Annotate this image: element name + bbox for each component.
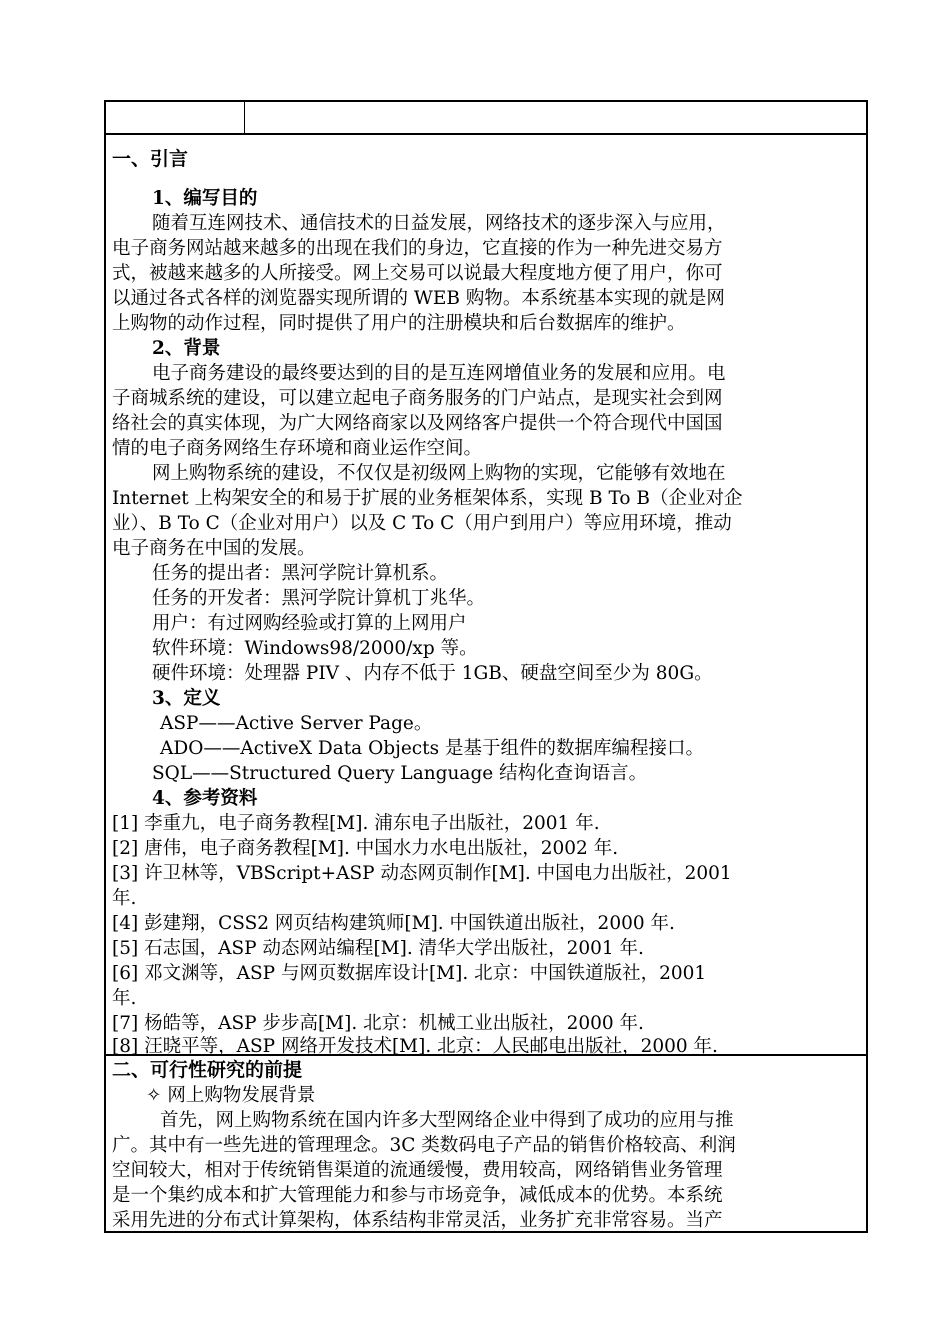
section-feasibility [106, 1056, 866, 1232]
paragraph-line: 式，被越来越多的人所接受。网上交易可以说最大程度地方便了用户，你可 [112, 263, 723, 284]
reference-line: [7] 杨皓等，ASP 步步高[M]. 北京：机械工业出版社，2000 年. [112, 1013, 644, 1034]
paragraph-line: 软件环境：Windows98/2000/xp 等。 [152, 638, 478, 659]
paragraph-line: 子商城系统的建设，可以建立起电子商务服务的门户站点，是现实社会到网 [112, 388, 723, 409]
bullet-item [146, 1083, 315, 1108]
reference-line: [4] 彭建翔，CSS2 网页结构建筑师[M]. 中国铁道出版社，2000 年. [112, 913, 675, 934]
paragraph-line: 是一个集约成本和扩大管理能力和参与市场竞争，减低成本的优势。本系统 [112, 1185, 723, 1206]
diamond-bullet-icon: ✧ [146, 1085, 162, 1106]
definition-line: ADO——ActiveX Data Objects 是基于组件的数据库编程接口。 [160, 738, 704, 759]
header-row [106, 102, 866, 135]
definition-line: ASP——Active Server Page。 [160, 713, 433, 734]
paragraph-line: Internet 上构架安全的和易于扩展的业务框架体系，实现 B To B（企业对企 [112, 488, 743, 509]
paragraph-line: 广。其中有一些先进的管理理念。3C 类数码电子产品的销售价格较高、利润 [112, 1135, 736, 1156]
paragraph-line: 首先，网上购物系统在国内许多大型网络企业中得到了成功的应用与推 [160, 1110, 734, 1131]
paragraph-line: 电子商务在中国的发展。 [112, 538, 316, 559]
reference-line: [5] 石志国，ASP 动态网站编程[M]. 清华大学出版社，2001 年. [112, 938, 644, 959]
header-cell-left [106, 102, 245, 133]
paragraph-line: 任务的提出者：黑河学院计算机系。 [152, 563, 449, 584]
paragraph-line: 电子商务建设的最终要达到的目的是互连网增值业务的发展和应用。电 [152, 363, 726, 384]
paragraph-line: 任务的开发者：黑河学院计算机丁兆华。 [152, 588, 486, 609]
paragraph-line: 用户：有过网购经验或打算的上网用户 [152, 613, 467, 634]
section-introduction [106, 135, 866, 1055]
background-heading: 2、背景 [152, 338, 221, 359]
bullet-label: 网上购物发展背景 [167, 1085, 316, 1106]
section1-title: 一、引言 [112, 148, 189, 170]
reference-line: 年. [112, 888, 137, 909]
reference-line: [3] 许卫林等，VBScript+ASP 动态网页制作[M]. 中国电力出版社，2001 [112, 863, 732, 884]
reference-line: [8] 汪晓平等，ASP 网络开发技术[M]. 北京：人民邮电出版社，2000 年. [112, 1036, 718, 1057]
purpose-heading: 1、编写目的 [152, 188, 258, 209]
reference-line: [1] 李重九，电子商务教程[M]. 浦东电子出版社，2001 年. [112, 813, 600, 834]
reference-line: [2] 唐伟，电子商务教程[M]. 中国水力水电出版社，2002 年. [112, 838, 619, 859]
header-cell-right [245, 102, 866, 133]
references-heading: 4、参考资料 [152, 788, 258, 809]
paragraph-line: 上购物的动作过程，同时提供了用户的注册模块和后台数据库的维护。 [112, 313, 686, 334]
paragraph-line: 络社会的真实体现，为广大网络商家以及网络客户提供一个符合现代中国国 [112, 413, 723, 434]
section2-title: 二、可行性研究的前提 [112, 1059, 303, 1081]
paragraph-line: 情的电子商务网络生存环境和商业运作空间。 [112, 438, 483, 459]
definition-line: SQL——Structured Query Language 结构化查询语言。 [152, 763, 648, 784]
paragraph-line: 随着互连网技术、通信技术的日益发展，网络技术的逐步深入与应用， [152, 213, 726, 234]
paragraph-line: 业）、B To C（企业对用户）以及 C To C（用户到用户）等应用环境，推动 [112, 513, 732, 534]
reference-line: [6] 邓文渊等，ASP 与网页数据库设计[M]. 北京：中国铁道版社，2001 [112, 963, 707, 984]
document-table [104, 100, 868, 1233]
paragraph-line: 采用先进的分布式计算架构，体系结构非常灵活，业务扩充非常容易。当产 [112, 1210, 723, 1231]
paragraph-line: 网上购物系统的建设，不仅仅是初级网上购物的实现，它能够有效地在 [152, 463, 726, 484]
paragraph-line: 空间较大，相对于传统销售渠道的流通缓慢，费用较高，网络销售业务管理 [112, 1160, 723, 1181]
paragraph-line: 电子商务网站越来越多的出现在我们的身边，它直接的作为一种先进交易方 [112, 238, 723, 259]
reference-line: 年. [112, 988, 137, 1009]
definitions-heading: 3、定义 [152, 688, 221, 709]
paragraph-line: 以通过各式各样的浏览器实现所谓的 WEB 购物。本系统基本实现的就是网 [112, 288, 725, 309]
paragraph-line: 硬件环境：处理器 PIV 、内存不低于 1GB、硬盘空间至少为 80G。 [152, 663, 713, 684]
